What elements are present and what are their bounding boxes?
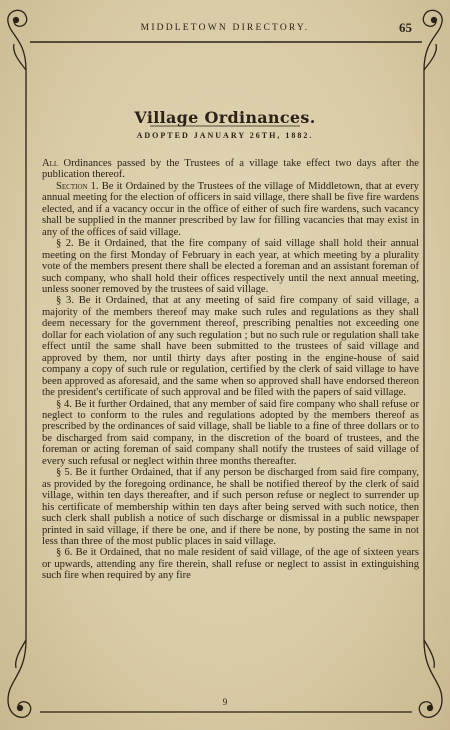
paragraph-intro bbox=[42, 158, 419, 181]
paragraph-section-3: § 3. Be it Ordained, that at any meeting of said fire company of said village, a majority of the members thereof may make such rules and regulations as they shall deem necessary for the government thereof, prescribing penalties not exceeding one dollar for each violation of any such regulation ; but no such rule or regulation shall take effect until the same shall have been submitted to the trustees of said village and approved by them, nor until thirty days after posting in the engine-house of said company a copy of such rule or regulation, certified by the clerk of said village to have been approved as aforesaid, and the same when so approved shall have endorsed thereon the president's certificate of such approval and be filed with the papers of said village. bbox=[42, 295, 419, 399]
page-title: Village Ordinances. bbox=[134, 108, 316, 127]
running-title: MIDDLETOWN DIRECTORY. bbox=[140, 23, 310, 33]
paragraph-section-6: § 6. Be it Ordained, that no male resident of said village, of the age of sixteen years or upwards, attending any fire therein, shall refuse or neglect to assist in extinguishing such fire when required by any fire bbox=[42, 547, 419, 582]
paragraph-text: Ordinances passed by the Trustees of a village take effect two days after the publication thereof. bbox=[42, 158, 419, 181]
paragraph-lead: Section 1. bbox=[56, 180, 99, 192]
paragraph-section-1 bbox=[42, 181, 419, 238]
adoption-date: ADOPTED JANUARY 26TH, 1882. bbox=[136, 131, 314, 140]
signature-mark: 9 bbox=[222, 697, 228, 707]
paragraph-text: Be it Ordained by the Trustees of the village of Middletown, that at every annual meeting for the election of officers in said village, there shall be five fire wardens elected, and if a vacancy occur in the office of either of such fire wardens, such vacancy shall be supplied in the manner prescribed by law for filling vacancies that may exist in any of the offices of said village. bbox=[42, 180, 419, 238]
ordinance-text bbox=[42, 158, 419, 582]
paragraph-section-2: § 2. Be it Ordained, that the fire company of said village shall hold their annual meeting on the first Monday of February in each year, at which meeting by a plurality vote of the members present there shall be elected a foreman and an assistant foreman of such company, who shall hold their offices respectively until the next annual meeting, unless sooner removed by the trustees of said village. bbox=[42, 238, 419, 295]
paragraph-section-5: § 5. Be it further Ordained, that if any person be discharged from said fire company, as provided by the foregoing ordinance, he shall be notified thereof by the clerk of said village, within ten days thereafter, and if such person refuse or neglect to surrender up his certificate of membership within ten days after being served with such notice, then such clerk shall publish a notice of such discharge or dismissal in a public newspaper printed in said village, if there be one, and if there be none, by posting the same in not less than three of the most public places in said village. bbox=[42, 467, 419, 547]
paragraph-lead: All bbox=[42, 158, 59, 169]
page-number: 65 bbox=[399, 20, 412, 35]
paragraph-section-4: § 4. Be it further Ordained, that any member of said fire company who shall refuse or neglect to conform to the rules and regulations adopted by the members thereof as prescribed by the ordinances of said village, shall be liable to a fine of three dollars or to be discharged from said company, in the discretion of the board of trustees, and the foreman or acting foreman of said company shall notify the trustees of said village of every such refusal or neglect within three months thereafter. bbox=[42, 398, 419, 467]
running-header bbox=[0, 19, 450, 39]
